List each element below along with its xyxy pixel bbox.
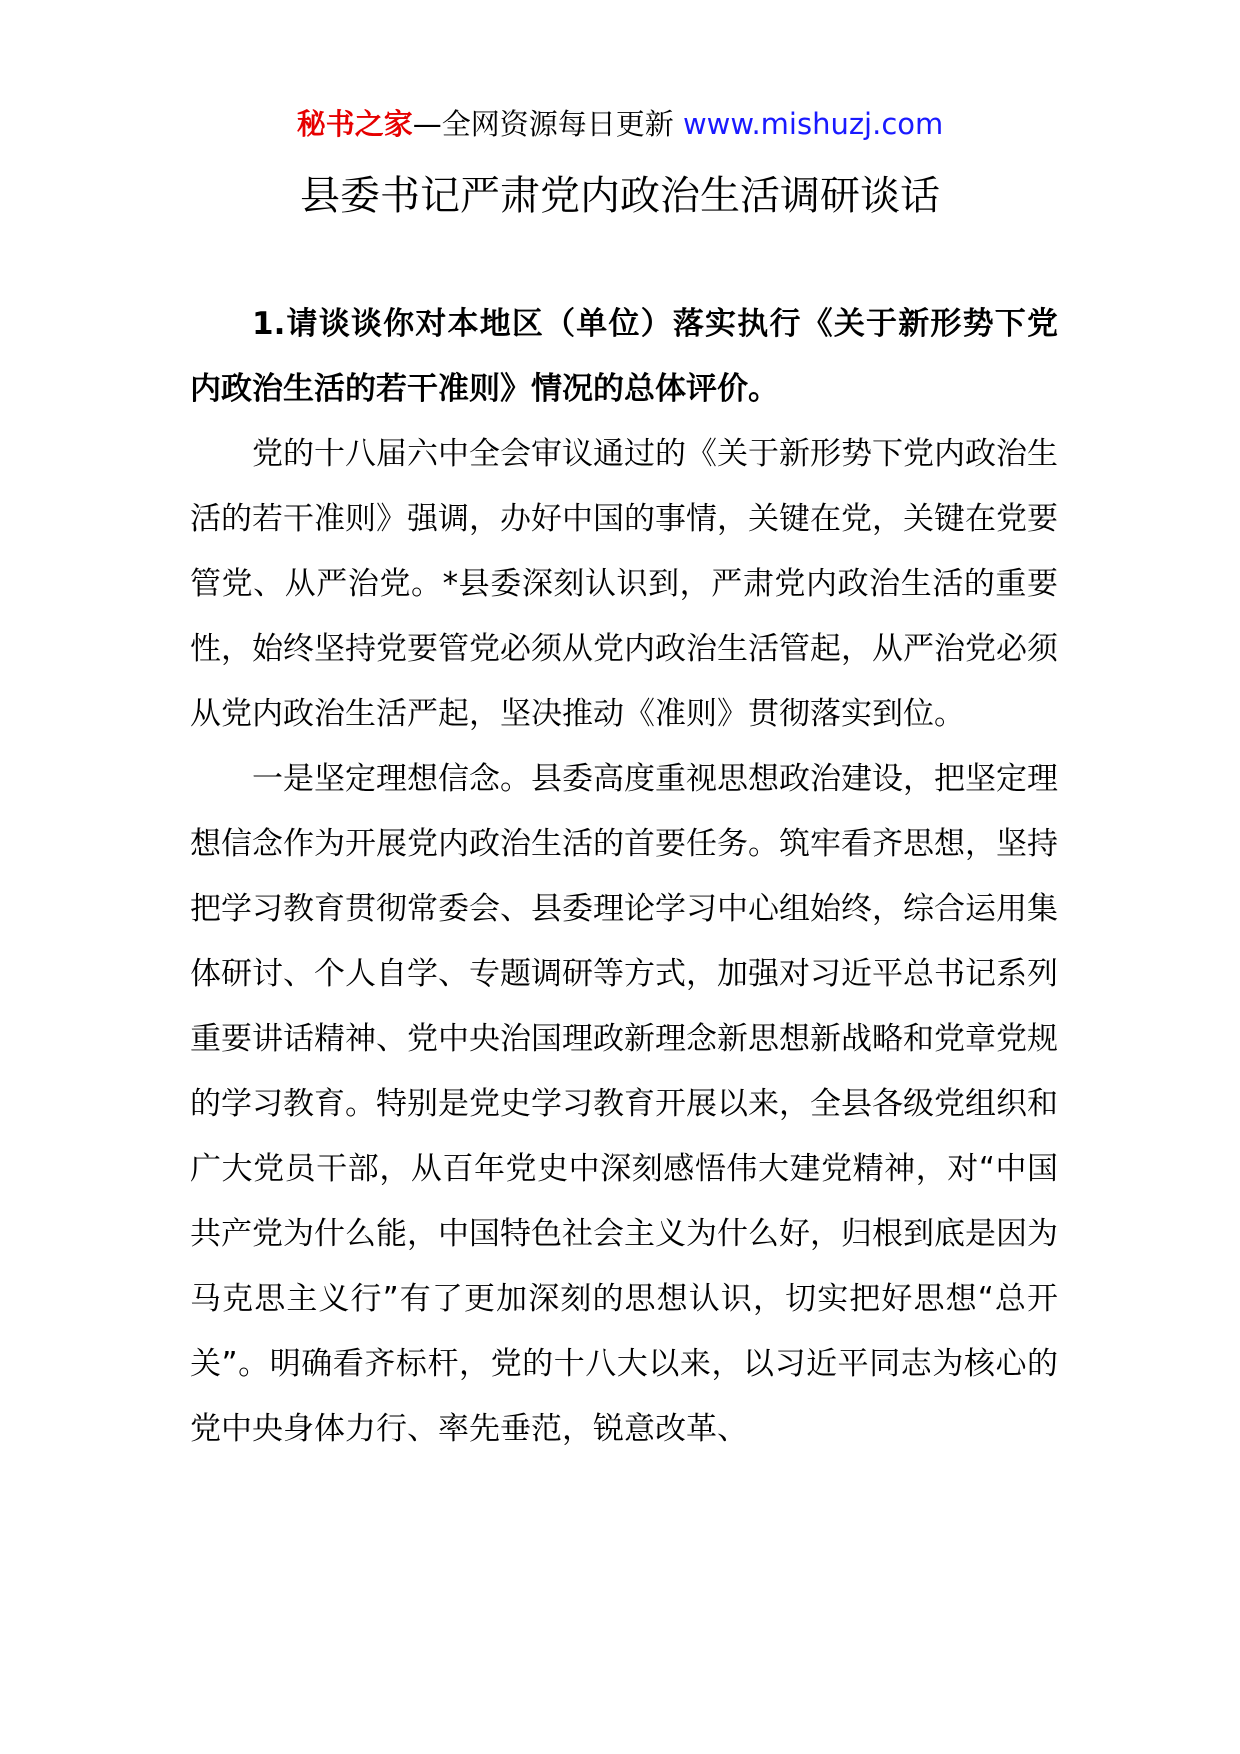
document-body (190, 292, 1058, 1462)
question-heading: 1.请谈谈你对本地区（单位）落实执行《关于新形势下党内政治生活的若干准则》情况的总体评价。 (190, 306, 1058, 407)
document-title: 县委书记严肃党内政治生活调研谈话 (300, 173, 940, 219)
header-banner (0, 100, 1240, 148)
body-paragraph: 一是坚定理想信念。县委高度重视思想政治建设，把坚定理想信念作为开展党内政治生活的首要任务。筑牢看齐思想，坚持把学习教育贯彻常委会、县委理论学习中心组始终，综合运用集体研讨、个人自学、专题调研等方式，加强对习近平总书记系列重要讲话精神、党中央治国理政新理念新思想新战略和党章党规的学习教育。特别是党史学习教育开展以来，全县各级党组织和广大党员干部，从百年党史中深刻感悟伟大建党精神，对“中国共产党为什么能，中国特色社会主义为什么好，归根到底是因为马克思主义行”有了更加深刻的思想认识，切实把好思想“总开关”。明确看齐标杆，党的十八大以来，以习近平同志为核心的党中央身体力行、率先垂范，锐意改革、 (190, 761, 1058, 1447)
brand-name: 秘书之家 (296, 107, 413, 141)
website-link[interactable]: www.mishuzj.com (682, 107, 944, 141)
body-paragraph: 党的十八届六中全会审议通过的《关于新形势下党内政治生活的若干准则》强调，办好中国的事情，关键在党，关键在党要管党、从严治党。*县委深刻认识到，严肃党内政治生活的重要性，始终坚持党要管党必须从党内政治生活管起，从严治党必须从党内政治生活严起，坚决推动《准则》贯彻落实到位。 (190, 436, 1058, 732)
banner-tagline: —全网资源每日更新 (412, 107, 683, 141)
